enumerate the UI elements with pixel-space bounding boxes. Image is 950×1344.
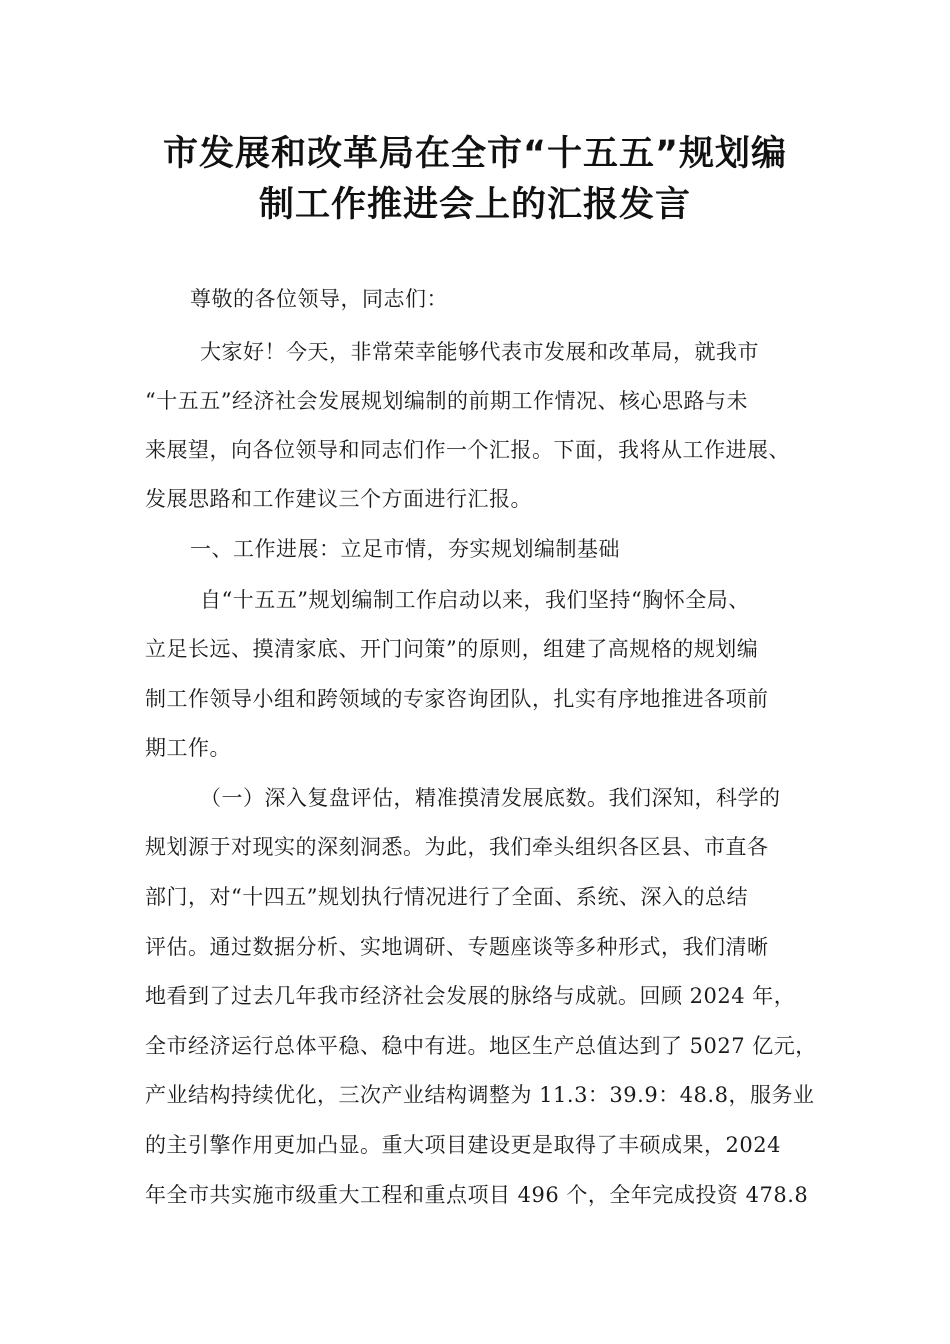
paragraph-line: 评估。通过数据分析、实地调研、专题座谈等多种形式，我们清晰 [145, 935, 769, 959]
paragraph-line: 制工作领导小组和跨领域的专家咨询团队，扎实有序地推进各项前 [145, 687, 769, 711]
paragraph-line: 立足长远、摸清家底、开门问策”的原则，组建了高规格的规划编 [145, 637, 759, 661]
paragraph-line: （一）深入复盘评估，精准摸清发展底数。我们深知，科学的 [200, 786, 781, 810]
paragraph-line: 全市经济运行总体平稳、稳中有进。地区生产总值达到了 5027 亿元， [145, 1034, 817, 1058]
paragraph-line: 期工作。 [145, 736, 231, 760]
section-heading: 一、工作进展：立足市情，夯实规划编制基础 [190, 537, 620, 561]
document-title-line-2: 制工作推进会上的汇报发言 [258, 185, 691, 225]
paragraph-line: 规划源于对现实的深刻洞悉。为此，我们牵头组织各区县、市直各 [145, 835, 769, 859]
salutation: 尊敬的各位领导，同志们： [190, 287, 448, 311]
paragraph-line: 发展思路和工作建议三个方面进行汇报。 [145, 487, 532, 511]
paragraph-line: 部门，对“十四五”规划执行情况进行了全面、系统、深入的总结 [145, 885, 748, 909]
paragraph-line: 的主引擎作用更加凸显。重大项目建设更是取得了丰硕成果，2024 [145, 1133, 781, 1157]
paragraph-line: 来展望，向各位领导和同志们作一个汇报。下面，我将从工作进展、 [145, 438, 790, 462]
paragraph-line: 大家好！今天，非常荣幸能够代表市发展和改革局，就我市 [200, 340, 759, 364]
paragraph-line: 年全市共实施市级重大工程和重点项目 496 个，全年完成投资 478.8 [145, 1183, 809, 1207]
paragraph-line: 自“十五五”规划编制工作启动以来，我们坚持“胸怀全局、 [200, 588, 750, 612]
paragraph-line: 产业结构持续优化，三次产业结构调整为 11.3：39.9：48.8，服务业 [145, 1083, 815, 1107]
paragraph-line: “十五五”经济社会发展规划编制的前期工作情况、核心思路与未 [145, 389, 748, 413]
paragraph-line: 地看到了过去几年我市经济社会发展的脉络与成就。回顾 2024 年， [145, 984, 796, 1008]
document-title-line-1: 市发展和改革局在全市“十五五”规划编 [162, 134, 787, 174]
